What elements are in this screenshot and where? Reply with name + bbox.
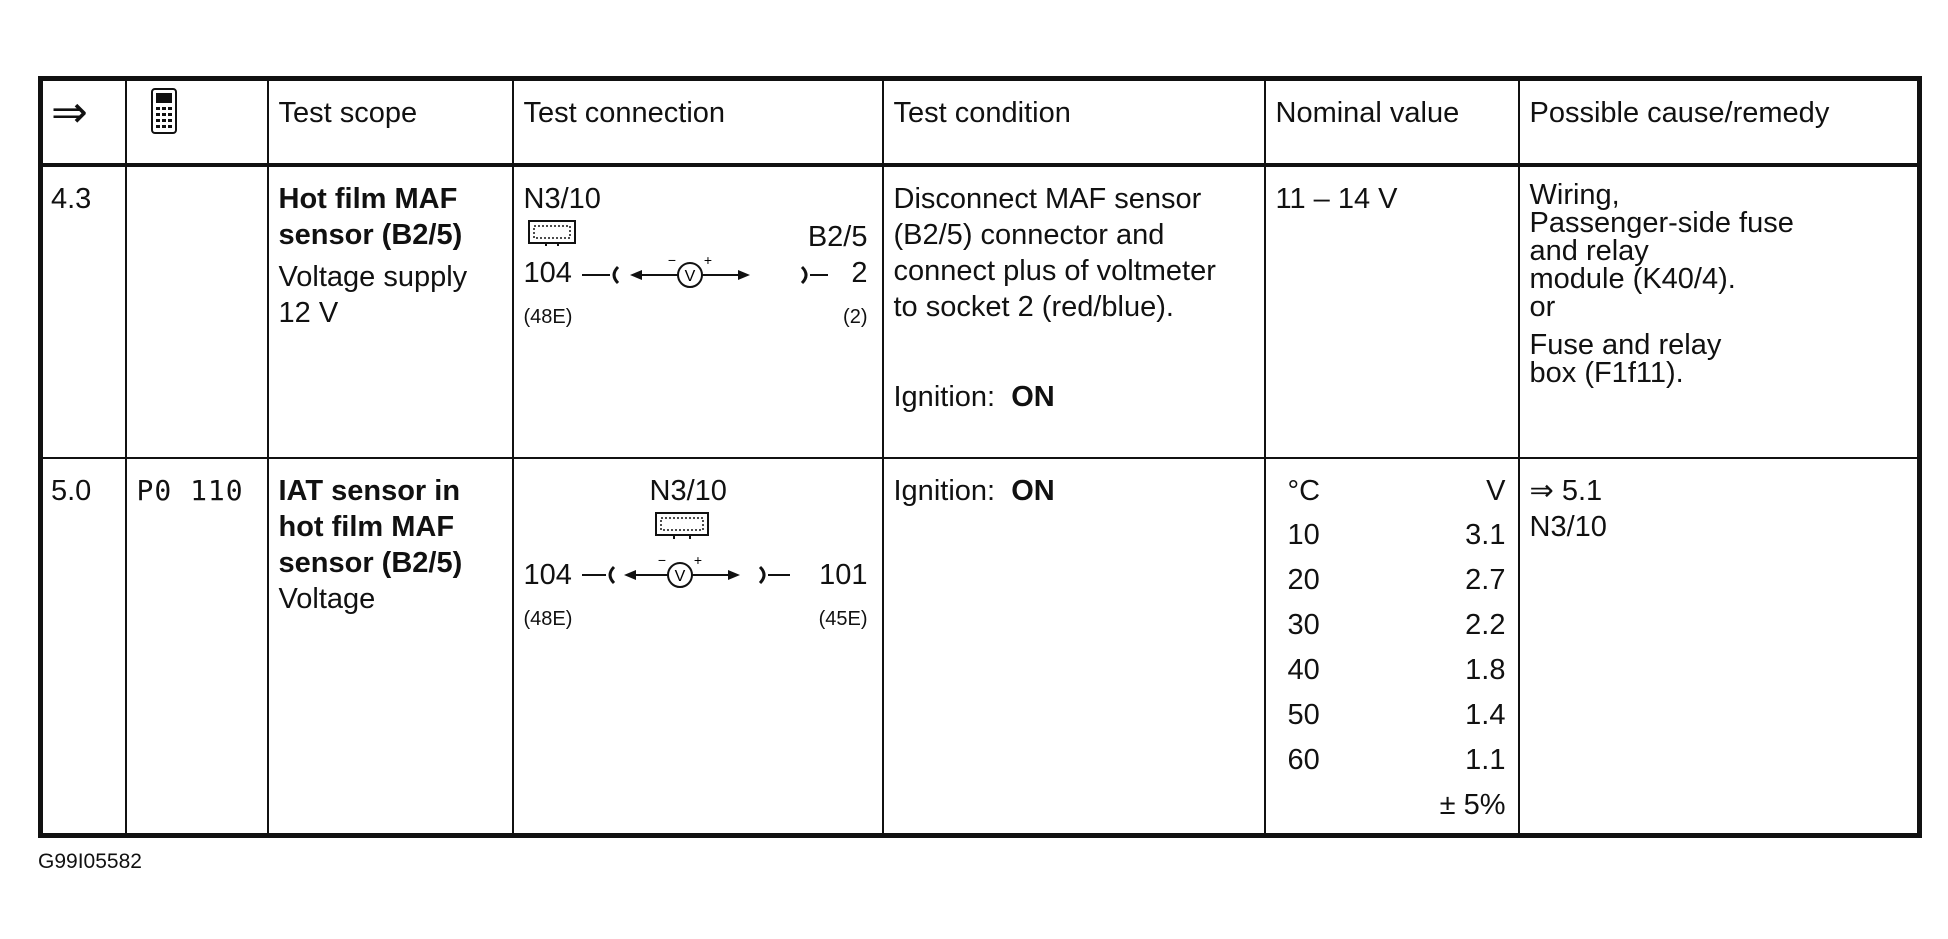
meter-minus: − — [667, 252, 676, 268]
condition-line: (B2/5) connector and — [893, 219, 1165, 251]
step-number: 4.3 — [51, 183, 92, 215]
ignition-label: Ignition: — [893, 475, 996, 507]
scope-line: Voltage supply — [278, 261, 468, 293]
header-nominal-value: Nominal value — [1275, 97, 1460, 129]
nominal-value-table — [1266, 459, 1518, 833]
voltage: 1.8 — [1465, 654, 1506, 686]
meter-symbol: V — [684, 268, 695, 285]
voltage: 3.1 — [1465, 519, 1506, 551]
temperature: 20 — [1287, 564, 1320, 596]
temperature: 30 — [1287, 609, 1320, 641]
fault-code — [127, 167, 267, 181]
header-row — [41, 79, 1920, 166]
cause-remedy — [1520, 459, 1918, 545]
arrow-icon: ⇒ — [51, 88, 88, 137]
temperature: 40 — [1287, 654, 1320, 686]
nominal-row — [1288, 607, 1506, 643]
step-number: 5.0 — [51, 475, 92, 507]
table-row — [41, 458, 1920, 836]
pin-left: 104 — [523, 559, 572, 591]
cause-line: N3/10 — [1529, 511, 1607, 543]
figure-code: G99I05582 — [38, 850, 142, 873]
cause-line: ⇒ 5.1 — [1529, 475, 1603, 507]
test-scope — [269, 167, 512, 331]
meter-plus: + — [693, 552, 702, 568]
test-condition — [884, 167, 1264, 415]
temperature: 50 — [1287, 699, 1320, 731]
pin-right-sub: (2) — [843, 306, 868, 328]
nominal-row — [1288, 697, 1506, 733]
ignition-label: Ignition: — [893, 381, 996, 413]
unit-volt: V — [1486, 475, 1506, 507]
connector-label: N3/10 — [649, 475, 727, 507]
header-test-connection: Test connection — [523, 97, 726, 129]
ecu-connector-icon — [526, 217, 578, 247]
pin-left-sub: (48E) — [523, 608, 573, 630]
nominal-header — [1288, 473, 1506, 509]
nominal-row — [1288, 562, 1506, 598]
scope-line: Voltage — [278, 583, 376, 615]
ecu-connector-icon — [652, 509, 712, 541]
fault-code: P0 110 — [136, 474, 244, 507]
header-test-condition: Test condition — [893, 97, 1071, 129]
meter-symbol: V — [674, 568, 685, 585]
nominal-row — [1288, 652, 1506, 688]
test-condition — [884, 459, 1264, 509]
pin-right: 2 — [851, 257, 868, 289]
cause-line: Fuse and relay — [1529, 329, 1722, 361]
cause-line: box (F1f11). — [1529, 357, 1684, 389]
cause-line: module (K40/4). — [1529, 263, 1736, 295]
pin-left: 104 — [523, 257, 572, 289]
table-row — [41, 165, 1920, 458]
ignition-value: ON — [1011, 381, 1055, 413]
meter-plus: + — [703, 252, 712, 268]
diagnostic-tester-icon — [149, 87, 179, 135]
temperature: 10 — [1287, 519, 1320, 551]
ignition-value: ON — [1011, 475, 1055, 507]
voltmeter-icon — [580, 551, 820, 595]
voltmeter-icon — [580, 251, 830, 295]
condition-line: connect plus of voltmeter — [893, 255, 1216, 287]
temperature: 60 — [1287, 744, 1320, 776]
scope-line: 12 V — [278, 297, 339, 329]
scope-title-line: hot film MAF — [278, 511, 455, 543]
cause-remedy — [1520, 167, 1918, 387]
test-scope — [269, 459, 512, 617]
scope-title-line: sensor (B2/5) — [278, 547, 463, 579]
nominal-row — [1288, 517, 1506, 553]
scope-title-line: sensor (B2/5) — [278, 219, 463, 251]
pin-right-sub: (45E) — [818, 608, 868, 630]
cause-line: Wiring, — [1529, 179, 1620, 211]
condition-line: to socket 2 (red/blue). — [893, 291, 1174, 323]
meter-minus: − — [657, 552, 666, 568]
cause-line: Passenger-side fuse — [1529, 207, 1794, 239]
voltage: 2.2 — [1465, 609, 1506, 641]
pin-right: 101 — [819, 559, 868, 591]
scope-title-line: IAT sensor in — [278, 475, 461, 507]
header-cause-remedy: Possible cause/remedy — [1529, 97, 1830, 129]
unit-celsius: °C — [1287, 475, 1321, 507]
header-test-scope: Test scope — [278, 97, 418, 129]
tolerance-row — [1288, 787, 1506, 823]
test-connection-diagram — [514, 459, 882, 673]
test-connection-diagram — [514, 167, 882, 381]
voltage: 1.4 — [1465, 699, 1506, 731]
cause-line: and relay — [1529, 235, 1649, 267]
component-label: B2/5 — [807, 221, 868, 253]
voltage: 2.7 — [1465, 564, 1506, 596]
cause-line: or — [1529, 291, 1556, 323]
pin-left-sub: (48E) — [523, 306, 573, 328]
connector-label: N3/10 — [523, 183, 601, 215]
diagnostic-table — [38, 76, 1922, 838]
scope-title-line: Hot film MAF — [278, 183, 458, 215]
nominal-value: 11 – 14 V — [1275, 183, 1398, 215]
condition-line: Disconnect MAF sensor — [893, 183, 1202, 215]
nominal-row — [1288, 742, 1506, 778]
voltage: 1.1 — [1465, 744, 1506, 776]
tolerance: ± 5% — [1439, 789, 1506, 821]
